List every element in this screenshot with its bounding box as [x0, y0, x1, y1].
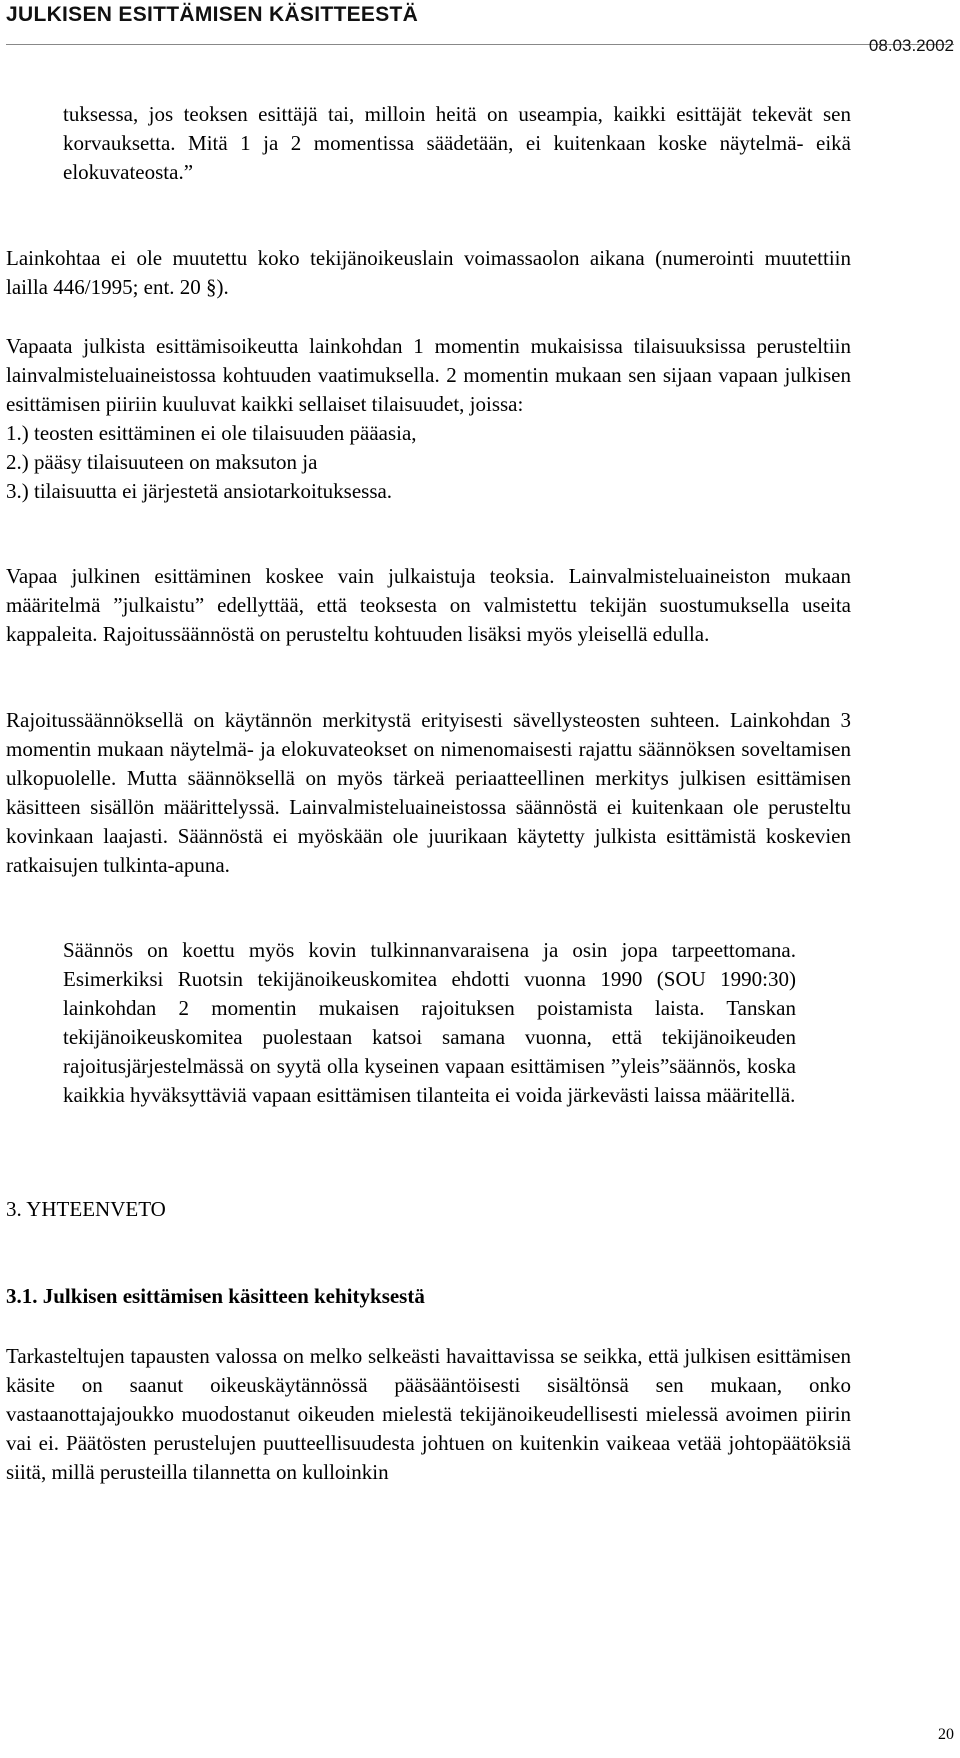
paragraph-6-text: Tarkasteltujen tapausten valossa on melko selkeästi havaittavissa se seikka, että julkisen esittämisen käsite on saanut oikeuskäytännössä pääsääntöisesti sisältönsä sen mukaan, onko vastaanottajajoukko muodostanut oikeuden mielestä tekijänoikeudellisesti mielessä avoimen piirin vai ei. Päätösten perustelujen puutteellisuudesta johtuen on kuitenkin vaikeaa vetää johtopäätöksiä siitä, millä perusteilla tilannetta on kulloinkin	[6, 1344, 851, 1484]
paragraph-5	[63, 936, 796, 1110]
quote-text: tuksessa, jos teoksen esittäjä tai, milloin heitä on useampia, kaikki esittäjät tekevät sen korvauksetta. Mitä 1 ja 2 momentissa säädetään, ei kuitenkaan koske näytelmä- eikä elokuvateosta.”	[63, 102, 851, 184]
paragraph-4-text: Rajoitussäännöksellä on käytännön merkitystä erityisesti sävellysteosten suhteen. Lainkohdan 3 momentin mukaan näytelmä- ja elokuvateokset on nimenomaisesti rajattu säännöksen soveltamisen ulkopuolelle. Mutta säännöksellä on myös tärkeä periaatteellinen merkitys julkisen esittämisen käsitteen sisällön määrittelyssä. Lainvalmisteluaineistossa säännöstä ei kuitenkaan ole perusteltu kovinkaan laajasti. Säännöstä ei myöskään ole juurikaan käytetty julkista esittämistä koskevien ratkaisujen tulkinta-apuna.	[6, 708, 851, 877]
page-number: 20	[938, 1726, 954, 1743]
paragraph-4	[6, 706, 851, 880]
document-date: 08.03.2002	[868, 36, 954, 55]
paragraph-3	[6, 562, 851, 649]
paragraph-6	[6, 1342, 851, 1487]
paragraph-2	[6, 332, 851, 506]
list-item: 3.) tilaisuutta ei järjestetä ansiotarkoituksessa.	[6, 479, 393, 503]
page-header	[6, 0, 954, 55]
quote-continuation	[63, 100, 851, 187]
paragraph-3-text: Vapaa julkinen esittäminen koskee vain julkaistuja teoksia. Lainvalmisteluaineiston mukaan määritelmä ”julkaistu” edellyttää, että teoksesta on valmistettu tekijän suostumuksella useita kappaleita. Rajoitussäännöstä on perusteltu kohtuuden lisäksi myös yleisellä edulla.	[6, 564, 851, 646]
paragraph-2-intro: Vapaata julkista esittämisoikeutta lainkohdan 1 momentin mukaisissa tilaisuuksissa perusteltiin lainvalmisteluaineistossa kohtuuden vaatimuksella. 2 momentin mukaan sen sijaan vapaan julkisen esittämisen piiriin kuuluvat kaikki sellaiset tilaisuudet, joissa:	[6, 334, 851, 416]
paragraph-1-text: Lainkohtaa ei ole muutettu koko tekijänoikeuslain voimassaolon aikana (numerointi muutettiin lailla 446/1995; ent. 20 §).	[6, 246, 851, 299]
list-item: 1.) teosten esittäminen ei ole tilaisuuden pääasia,	[6, 421, 417, 445]
paragraph-1	[6, 244, 851, 302]
section-heading: 3. YHTEENVETO	[6, 1197, 166, 1221]
document-title: JULKISEN ESITTÄMISEN KÄSITTEESTÄ	[6, 3, 419, 26]
paragraph-5-text: Säännös on koettu myös kovin tulkinnanvaraisena ja osin jopa tarpeettomana. Esimerkiksi Ruotsin tekijänoikeuskomitea ehdotti vuonna 1990 (SOU 1990:30) lainkohdan 2 momentin mukaisen rajoituksen poistamista laista. Tanskan tekijänoikeuskomitea puolestaan katsoi samana vuonna, että tekijänoikeuden rajoitusjärjestelmässä on syytä olla kyseinen vapaan esittämisen ”yleis”säännös, koska kaikkia hyväksyttäviä vapaan esittämisen tilanteita ei voida järkevästi laissa määritellä.	[63, 938, 796, 1107]
list-item: 2.) pääsy tilaisuuteen on maksuton ja	[6, 450, 318, 474]
subsection-heading: 3.1. Julkisen esittämisen käsitteen kehityksestä	[6, 1284, 425, 1308]
